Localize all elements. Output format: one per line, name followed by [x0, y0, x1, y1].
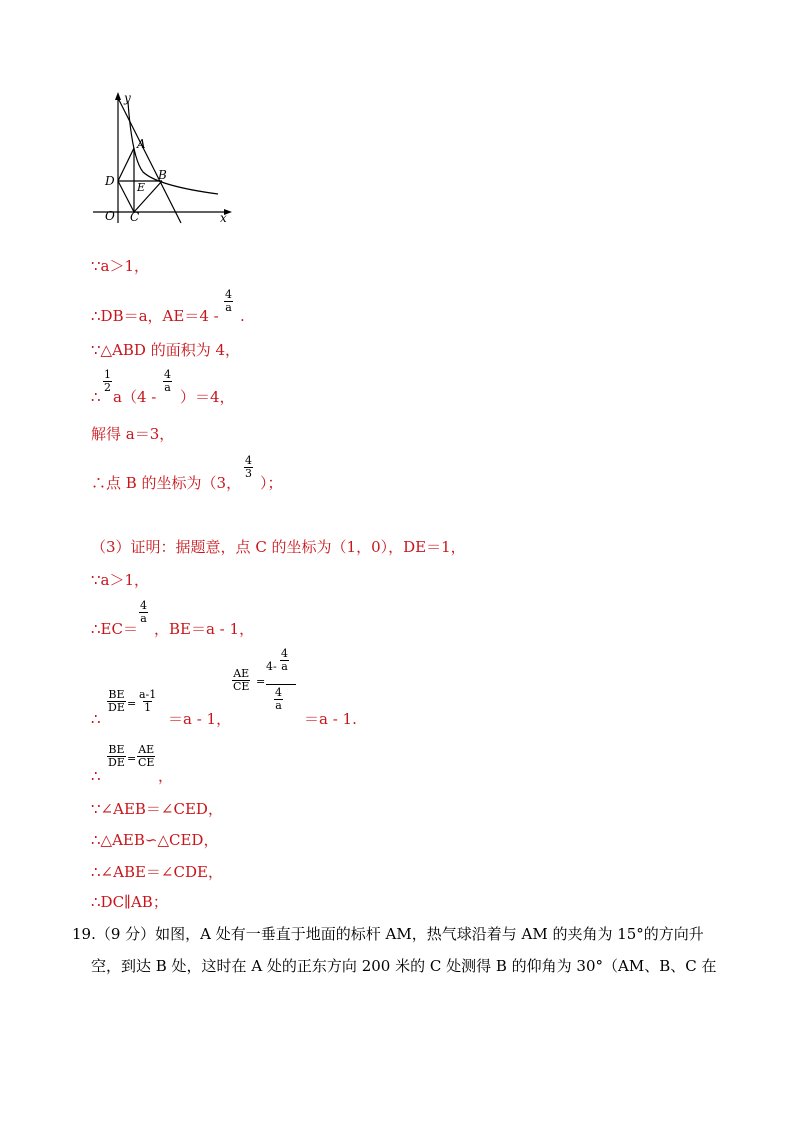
- frac-num: BE: [108, 743, 125, 756]
- frac-num: 4: [164, 368, 171, 381]
- frac-den: a: [140, 612, 147, 625]
- p2-line4-therefore: ∴: [91, 388, 101, 406]
- problem19-line1: 19.（9 分）如图，A 处有一垂直于地面的标杆 AM，热气球沿着与 AM 的夹角为 15°的方向升: [72, 925, 704, 943]
- p2-line1: ∵a＞1，: [91, 257, 150, 275]
- frac-den: DE: [108, 756, 125, 769]
- frac-num: 4: [225, 288, 232, 301]
- fig-label-C: C: [130, 210, 140, 224]
- p3-line7: ∴△AEB∽△CED，: [91, 831, 219, 849]
- p3-line2: ∵a＞1，: [91, 571, 150, 589]
- frac-den: a: [225, 301, 232, 314]
- p3-line5-frac-ae-ce: [137, 744, 155, 769]
- p3-line4-eq2: =: [256, 675, 266, 688]
- frac-den: a: [275, 699, 282, 712]
- frac-den: CE: [233, 680, 250, 693]
- p3-line8: ∴∠ABE＝∠CDE，: [91, 863, 223, 881]
- p2-line6: ∴点 B 的坐标为（3，: [91, 474, 242, 492]
- p3-line3-end: ，BE＝a - 1，: [154, 620, 255, 638]
- p2-line2: [91, 306, 219, 326]
- p2-line4-a: a（4 -: [113, 388, 157, 406]
- frac-num: AE: [138, 743, 155, 756]
- p3-line5-end: ，: [158, 767, 174, 785]
- p3-line9: ∴DC∥AB；: [91, 893, 168, 911]
- coordinate-figure: [88, 88, 248, 233]
- p3-line4-mid: ＝a - 1，: [168, 710, 232, 728]
- frac-den: a: [164, 381, 171, 394]
- frac-num: 4: [281, 647, 288, 660]
- p3-line6: ∵∠AEB＝∠CED，: [91, 800, 223, 818]
- p3-line4-frac-a1: [138, 689, 157, 714]
- frac-num: 1: [104, 368, 111, 381]
- fig-label-E: E: [137, 181, 146, 194]
- p3-line4-end: ＝a - 1.: [304, 710, 357, 728]
- big-num-frac: [280, 648, 289, 673]
- frac-den: a: [281, 660, 288, 673]
- fig-label-A: A: [137, 137, 146, 151]
- frac-den: DE: [108, 701, 125, 714]
- fig-label-y: y: [124, 91, 131, 105]
- p2-line5: 解得 a＝3，: [91, 425, 175, 443]
- p3-line4-big-fraction: [266, 648, 300, 715]
- frac-den: 2: [104, 381, 111, 394]
- p2-line6-frac: [244, 455, 253, 480]
- p3-line4-frac-ae-ce: [232, 668, 250, 693]
- frac-den: CE: [138, 756, 155, 769]
- big-den-frac: [274, 687, 283, 712]
- problem19-line2: 空，到达 B 处，这时在 A 处的正东方向 200 米的 C 处测得 B 的仰角为 30°（AM、B、C 在: [91, 957, 717, 975]
- p2-line4-frac2: [163, 369, 172, 394]
- p2-line2-text: ∴DB＝a，AE＝4 -: [91, 307, 219, 325]
- p3-line5-frac-be-de: [107, 744, 126, 769]
- fig-label-x: x: [220, 211, 227, 225]
- p3-line5-therefore: ∴: [91, 767, 101, 785]
- p3-line4-eq: =: [127, 697, 137, 710]
- p3-line3: ∴EC＝: [91, 620, 138, 638]
- frac-num: AE: [233, 667, 250, 680]
- frac-den: 1: [144, 701, 152, 714]
- big-num-prefix: 4-: [266, 660, 277, 673]
- p3-line4-frac-be-de: [107, 689, 126, 714]
- frac-num: 4: [245, 454, 252, 467]
- p2-line4-frac1: [103, 369, 112, 394]
- p3-line1: （3）证明：据题意，点 C 的坐标为（1，0），DE＝1，: [91, 538, 466, 556]
- p3-line3-frac: [139, 600, 148, 625]
- p2-line3: ∵△ABD 的面积为 4，: [91, 341, 241, 359]
- frac-num: BE: [108, 688, 125, 701]
- fig-label-B: B: [158, 168, 167, 182]
- p2-line2-end: .: [240, 307, 245, 325]
- p3-line4-therefore: ∴: [91, 710, 101, 728]
- frac-num: 4: [140, 599, 147, 612]
- frac-num: a-1: [139, 688, 157, 701]
- frac-den: 3: [245, 467, 252, 480]
- fig-label-D: D: [105, 174, 115, 188]
- p2-line4-end: ）＝4，: [180, 388, 235, 406]
- p3-line5-eq: =: [127, 752, 137, 765]
- fig-label-O: O: [105, 209, 115, 223]
- p2-line2-fraction: [224, 289, 233, 314]
- frac-num: 4: [275, 686, 282, 699]
- p2-line6-end: ）；: [260, 474, 283, 492]
